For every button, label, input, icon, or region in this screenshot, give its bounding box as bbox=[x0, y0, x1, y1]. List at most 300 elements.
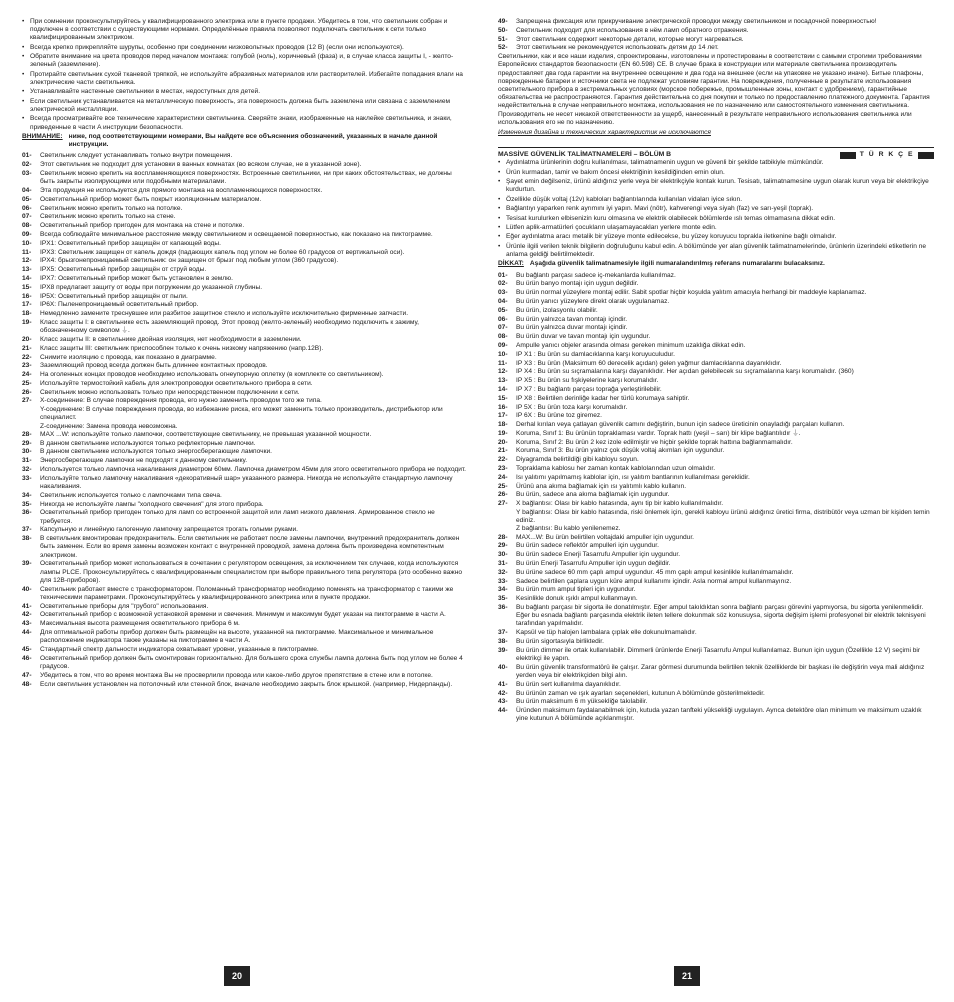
item-number: 03- bbox=[22, 169, 32, 177]
numbered-item bbox=[498, 280, 934, 288]
numbered-item bbox=[22, 448, 466, 456]
numbered-item bbox=[498, 491, 934, 499]
item-text: Никогда не используйте лампы "холодного свечения" для этого прибора. bbox=[40, 500, 264, 508]
item-number: 32- bbox=[498, 568, 508, 576]
numbered-item bbox=[22, 586, 466, 602]
bullet-item: • Ürün kurmadan, tamir ve bakım öncesi elektriğinin kesildiğinden emin olun. bbox=[498, 169, 934, 177]
numbered-item bbox=[22, 284, 466, 292]
numbered-item bbox=[22, 620, 466, 628]
item-text: Осветительный прибор пригоден для монтажа на стене и потолке. bbox=[40, 222, 245, 230]
item-text: Bu ürün sigortasıyla birliktedir. bbox=[516, 638, 604, 646]
numbered-item bbox=[498, 421, 934, 429]
numbered-item bbox=[22, 231, 466, 239]
numbered-item bbox=[498, 272, 934, 280]
numbered-item bbox=[22, 440, 466, 448]
item-number: 50- bbox=[498, 26, 508, 34]
numbered-item bbox=[498, 351, 934, 359]
numbered-item bbox=[498, 690, 934, 698]
right-page-column bbox=[498, 18, 934, 724]
bullet-item: • Протирайте светильник сухой тканевой тряпкой, не используйте абразивных материалов или растворителей. Избегайте попадания влаги на электрические части светильника. bbox=[22, 71, 466, 87]
numbered-item bbox=[22, 152, 466, 160]
item-text: Светильник используется только с лампочками типа свеча. bbox=[40, 491, 222, 499]
section-header bbox=[498, 147, 934, 159]
item-text: Bu ürün yalnızca duvar montajı içindir. bbox=[516, 324, 628, 332]
item-number: 06- bbox=[22, 204, 32, 212]
numbered-item bbox=[498, 560, 934, 568]
item-text: Diyagramda belirtildiği gibi kabloyu soyun. bbox=[516, 456, 639, 464]
item-text: В данном светильнике используются только энергосберегающие лампочки. bbox=[40, 448, 272, 456]
numbered-item bbox=[22, 301, 466, 309]
item-text: Bu ürün banyo montajı için uygun değildir. bbox=[516, 280, 639, 288]
item-number: 06- bbox=[498, 315, 508, 323]
item-text: Светильник следует устанавливать только внутри помещения. bbox=[40, 152, 233, 160]
item-number: 24- bbox=[498, 473, 508, 481]
item-number: 30- bbox=[498, 551, 508, 559]
item-number: 44- bbox=[22, 629, 32, 637]
item-number: 16- bbox=[22, 292, 32, 300]
item-number: 48- bbox=[22, 680, 32, 688]
numbered-item bbox=[498, 307, 934, 315]
item-text: IP X5 : Bu ürün su fışkiyelerine karşı korumalıdır. bbox=[516, 377, 659, 385]
item-number: 21- bbox=[498, 447, 508, 455]
item-number: 08- bbox=[22, 222, 32, 230]
numbered-item bbox=[22, 603, 466, 611]
numbered-item bbox=[498, 604, 934, 629]
page-number-right: 21 bbox=[674, 966, 700, 986]
item-text: Bu ürün maksimum 6 m yüksekliğe takılabilir. bbox=[516, 698, 648, 706]
item-number: 23- bbox=[498, 465, 508, 473]
item-number: 16- bbox=[498, 403, 508, 411]
item-text: Topraklama kablosu her zaman kontak kablolarından uzun olmalıdır. bbox=[516, 465, 716, 473]
item-text: IP X3 : Bu ürün (Maksimum 60 derecelik açıdan) gelen yağmur damlacıklarına dayanıklıdır. bbox=[516, 359, 782, 367]
numbered-item bbox=[498, 664, 934, 680]
item-text: X bağlantısı: Olası bir kablo hatasında, aynı tip bir kablo kullanılmalıdır. bbox=[516, 500, 724, 508]
item-number: 13- bbox=[22, 266, 32, 274]
left-bullet-list bbox=[22, 18, 466, 132]
item-subtext: Y-соединение: В случае повреждения провода, во избежание риска, его может заменить только производитель, дистрибьютор или специалист. bbox=[40, 406, 443, 422]
numbered-item bbox=[22, 492, 466, 500]
numbered-item bbox=[22, 681, 466, 689]
bullet-item: • Eğer aydınlatma aracı metalik bir yüzeye monte edilecekse, bu yüzey koruyucu toprakla iletkenine bağlı olmalıdır. bbox=[498, 233, 934, 241]
item-text: Isı yalıtımı yapılmamış kablolar için, ısı yalıtım bantlarının kullanılması gereklidir. bbox=[516, 473, 750, 481]
item-number: 38- bbox=[498, 638, 508, 646]
item-number: 17- bbox=[22, 301, 32, 309]
item-number: 52- bbox=[498, 44, 508, 52]
item-text: Koruma, Sınıf 2: Bu ürün 2 kez izole edilmiştir ve hiçbir şekilde toprak hattına bağlanmamalıdır. bbox=[516, 438, 793, 446]
bullet-item: • Устанавливайте настенные светильники в местах, недоступных для детей. bbox=[22, 88, 466, 96]
item-text: Koruma, Sınıf 3: Bu ürün yalnız çok düşük voltaj akımları için uygundur. bbox=[516, 447, 725, 455]
item-text: Bu bağlantı parçası sadece iç-mekanlarda kullanılmaz. bbox=[516, 271, 676, 279]
bullet-item: • Lütfen aplik-armatürleri çocukların ulaşamayacakları yerlere monte edin. bbox=[498, 224, 934, 232]
numbered-item bbox=[22, 293, 466, 301]
item-text: Энергосберегающие лампочки не подходят к данному светильнику. bbox=[40, 457, 248, 465]
numbered-item bbox=[22, 196, 466, 204]
item-number: 37- bbox=[498, 629, 508, 637]
numbered-item bbox=[498, 647, 934, 663]
item-number: 40- bbox=[22, 585, 32, 593]
item-text: Bu ürün sadece Enerji Tasarrufu Ampuller için uygundur. bbox=[516, 551, 681, 559]
item-number: 03- bbox=[498, 289, 508, 297]
numbered-item bbox=[498, 681, 934, 689]
item-number: 18- bbox=[498, 421, 508, 429]
item-number: 11- bbox=[498, 359, 508, 367]
item-number: 25- bbox=[22, 379, 32, 387]
item-text: IPX3: Светильник защищен от капель дождя (падающих капель под углом не более 60 градусов от вертикальной оси). bbox=[40, 248, 405, 256]
item-number: 05- bbox=[498, 306, 508, 314]
numbered-item bbox=[498, 569, 934, 577]
item-number: 10- bbox=[498, 350, 508, 358]
numbered-item bbox=[22, 310, 466, 318]
numbered-item bbox=[498, 360, 934, 368]
bullet-item: • Ürünle ilgili verilen teknik bilgilerin doğruluğunu kabul edin. A bölümünde yer alan güvenlik talimatnamelerinde, ürünlerin üzerindeki etiketlerin ne anlama geldiği belirtilmektedir. bbox=[498, 243, 934, 259]
bullet-item: • Всегда просматривайте все технические характеристики светильника. Сверяйте знаки, изображенные на наклейке светильника, и знаки, приведенные в части A инструкции безопасности. bbox=[22, 115, 466, 131]
item-text: Для оптимальной работы прибор должен быть размещён на высоте, указанной на пиктограмме. Максимальное и минимальное расположение индикатора также указаны на пиктограмме в части A. bbox=[40, 629, 434, 645]
item-text: Kapsül ve tüp halojen lambalara çıplak elle dokunulmamalıdır. bbox=[516, 629, 697, 637]
item-number: 36- bbox=[498, 604, 508, 612]
left-warning bbox=[22, 133, 466, 149]
item-number: 24- bbox=[22, 371, 32, 379]
item-text: Максимальная высота размещения осветительного прибора 6 м. bbox=[40, 620, 240, 628]
numbered-item bbox=[498, 404, 934, 412]
numbered-item bbox=[22, 187, 466, 195]
bullet-item: • Bağlantıyı yaparken renk ayrımını iyi yapın. Mavi (nötr), kahverengi veya siyah (faz) ve sarı-yeşil (toprak). bbox=[498, 205, 934, 213]
language-bar-left bbox=[840, 152, 856, 159]
numbered-item bbox=[498, 377, 934, 385]
item-number: 46- bbox=[22, 654, 32, 662]
item-number: 41- bbox=[498, 680, 508, 688]
item-text: Капсульную и линейную галогенную лампочку запрещается трогать голыми руками. bbox=[40, 526, 298, 534]
numbered-item bbox=[22, 319, 466, 335]
numbered-item bbox=[22, 336, 466, 344]
numbered-item bbox=[22, 275, 466, 283]
item-text: Светильник можно крепить на воспламеняющихся поверхностях. Встроенные светильники, ни при каких обстоятельствах, не должны быть закрыты изолирующими или подобными материалами. bbox=[40, 169, 452, 186]
numbered-item bbox=[498, 595, 934, 603]
item-number: 12- bbox=[498, 368, 508, 376]
item-subtext: Z-соединение: Замена провода невозможна. bbox=[40, 422, 178, 430]
numbered-item bbox=[22, 501, 466, 509]
right-warning bbox=[498, 260, 934, 268]
item-text: Bu ürün yanıcı yüzeylere direkt olarak uygulanamaz. bbox=[516, 297, 670, 305]
item-text: IP 6X : Bu ürüne toz giremez. bbox=[516, 412, 603, 420]
item-number: 41- bbox=[22, 602, 32, 610]
numbered-item bbox=[22, 526, 466, 534]
item-number: 18- bbox=[22, 310, 32, 318]
item-number: 34- bbox=[22, 491, 32, 499]
item-number: 26- bbox=[498, 491, 508, 499]
numbered-item bbox=[498, 551, 934, 559]
numbered-item bbox=[498, 27, 934, 35]
numbered-item bbox=[22, 535, 466, 560]
language-tag bbox=[840, 151, 934, 159]
numbered-item bbox=[498, 386, 934, 394]
item-text: X-соединение: В случае повреждения провода, его нужно заменить проводом того же типа. bbox=[40, 397, 322, 405]
numbered-item bbox=[498, 316, 934, 324]
item-text: MAX ...W: используйте только лампочки, соответствующие светильнику, не превышая указанной мощности. bbox=[40, 430, 372, 438]
item-text: IP 5X : Bu ürün toza karşı korumalıdır. bbox=[516, 403, 628, 411]
item-number: 28- bbox=[22, 430, 32, 438]
item-text: Bu ürüne sadece 60 mm çaplı ampul uygundur. 45 mm çaplı ampul kesinlikle kullanılmamalıdır. bbox=[516, 568, 794, 576]
item-text: Осветительный прибор с возможной установкой времени и свечения. Минимум и максимум будет указан на пиктограмме в части A. bbox=[40, 611, 446, 619]
right-numbered-list bbox=[498, 272, 934, 724]
bullet-item: • Если светильник устанавливается на металлическую поверхность, эта поверхность должна быть заземлена или связана с заземлением электрической инсталляции. bbox=[22, 98, 466, 114]
item-number: 42- bbox=[498, 689, 508, 697]
numbered-item bbox=[22, 466, 466, 474]
item-text: Bu ürün sadece reflektör ampulleri için uygundur. bbox=[516, 542, 659, 550]
item-number: 10- bbox=[22, 239, 32, 247]
section-title: MASSİVE GÜVENLİK TALİMATNAMELERİ – BÖLÜM B bbox=[498, 151, 672, 159]
item-text: Светильник работает вместе с трансформатором. Поломанный трансформатор необходимо поменять на трансформатор с такими же техническими параметрами. Проконсультируйтесь у квалифицированного электрика или в пункте продажи. bbox=[40, 585, 454, 601]
numbered-item bbox=[498, 298, 934, 306]
item-text: Koruma, Sınıf 1: Bu ürünün topraklaması vardır. Toprak hattı (yeşil – sarı) bir klipe bağlantılıdır ⏚. bbox=[516, 429, 801, 437]
item-text: Sadece belirtilen çaplara uygun küre ampul kullanımı içindir. Asla normal ampul kullanmayınız. bbox=[516, 577, 792, 585]
numbered-item bbox=[498, 638, 934, 646]
item-text: Осветительный прибор может быть покрыт изоляционным материалом. bbox=[40, 195, 262, 203]
numbered-item bbox=[22, 389, 466, 397]
item-number: 19- bbox=[22, 318, 32, 326]
bullet-item: • Tesisat kurulurken elbisenizin kuru olmasına ve elektrik olabilecek bölümlerde ıslı temas olmamasına dikkat edin. bbox=[498, 215, 934, 223]
numbered-item bbox=[22, 240, 466, 248]
bullet-item: • Обратите внимание на цвета проводов перед началом монтажа: голубой (ноль), коричневый (фаза) и, в случае класса защиты I, - желто-зеленый (заземление). bbox=[22, 53, 466, 69]
item-number: 02- bbox=[498, 280, 508, 288]
item-number: 15- bbox=[498, 394, 508, 402]
numbered-item bbox=[22, 362, 466, 370]
item-text: На оголенных концах проводов необходимо использовать огнеупорную оплетку (в комплекте со светильником). bbox=[40, 371, 384, 379]
item-number: 29- bbox=[498, 542, 508, 550]
item-number: 04- bbox=[498, 297, 508, 305]
numbered-item bbox=[498, 707, 934, 723]
numbered-item bbox=[22, 205, 466, 213]
guarantee-paragraph: Светильники, как и все наши изделия, спроектированы, изготовлены и протестированы в соответствии с самыми строгими требованиями Европейских стандартов безопасности (EN 60.598) CE. В случае брака в конструкции или материале светильника производитель предоставляет два года гарантии на внутреннее освещение и два года на внешнее (если на упаковке не указано иначе). Битые плафоны, поврежденные батареи и источники света не подлежат условиям гарантии. На повреждения, полученные в результате использования осветительного прибора в экстремальных условиях (морское побережье, промышленные зоны, контакт с удобрением), гарантийные обязательства не распространяются. Гарантия действительна со дня покупки и только по предоставлению платежного документа. Гарантия недействительна в случае неправильного монтажа, использования не по назначению или самостоятельного изменения светильника. Производитель не несет никакой ответственности за ущерб, нанесенный в результате неправильного использования светильника или использования его не по назначению. bbox=[498, 53, 930, 126]
item-number: 43- bbox=[498, 698, 508, 706]
bullet-item: • Aydınlatma ürünlerinin doğru kullanılması, talimatnamenin uygun ve güvenli bir şekilde tatbikiyle mümkündür. bbox=[498, 159, 934, 167]
bullet-item: • Özellikle düşük voltaj (12v) kabloları bağlantılarında kullanılan vidaları iyice sıkın. bbox=[498, 196, 934, 204]
item-text: В данном светильнике используются только рефлекторные лампочки. bbox=[40, 439, 256, 447]
item-text: Осветительный прибор должен быть смонтирован горизонтально. Для большего срока службы лампа должна быть под углом не более 4 градусов. bbox=[40, 654, 463, 671]
numbered-item bbox=[22, 560, 466, 585]
item-text: IPX7: Осветительный прибор может быть установлен в землю. bbox=[40, 274, 233, 282]
numbered-item bbox=[22, 475, 466, 491]
item-number: 08- bbox=[498, 333, 508, 341]
numbered-item bbox=[22, 257, 466, 265]
item-text: Немедленно замените треснувшее или разбитое защитное стекло и используйте исключительно фирменные запчасти. bbox=[40, 310, 409, 318]
item-number: 35- bbox=[498, 595, 508, 603]
item-text: Bu ürün mum ampul tipleri için uygundur. bbox=[516, 586, 636, 594]
numbered-item bbox=[498, 542, 934, 550]
item-text: IP X8 : Belirtilen derinliğe kadar her türlü korumaya sahiptir. bbox=[516, 394, 690, 402]
item-text: IPX8 предлагает защиту от воды при погружении до указанной глубины. bbox=[40, 283, 263, 291]
numbered-item bbox=[498, 395, 934, 403]
item-text: Светильник подходит для использования в нём ламп обратного отражения. bbox=[516, 26, 749, 34]
item-text: В светильник вмонтирован предохранитель. Если светильник не работает после замены лампочки, внутренний предохранитель должен быть заменен. Если во время замены возможен контакт с внутренней проводкой, замена должна быть произведена компетентным электриком. bbox=[40, 535, 460, 559]
numbered-item bbox=[498, 629, 934, 637]
item-text: Класс защиты III: светильник приспособлен только к очень низкому напряжению (напр.12В). bbox=[40, 344, 324, 352]
item-number: 23- bbox=[22, 362, 32, 370]
item-text: Заземляющий провод всегда должен быть длиннее контактных проводов. bbox=[40, 362, 268, 370]
item-number: 31- bbox=[498, 560, 508, 568]
item-number: 14- bbox=[498, 385, 508, 393]
item-number: 20- bbox=[498, 438, 508, 446]
item-text: Всегда соблюдайте минимальное расстояние между светильником и освещаемой поверхностью, как показано на пиктограмме. bbox=[40, 230, 433, 238]
numbered-item bbox=[22, 161, 466, 169]
numbered-item bbox=[22, 397, 466, 405]
numbered-item bbox=[498, 465, 934, 473]
item-number: 01- bbox=[22, 152, 32, 160]
item-subtext: Z bağlantısı: Bu kablo yenilenemez. bbox=[516, 525, 621, 533]
item-text: Bu ürün güvenlik transformatörü ile çalışır. Zarar görmesi durumunda belirtilen teknik özelliklerde bir başkası ile değiştirin veya mali aldığınız yerden veya bir elektrikçiden bilgi alın. bbox=[516, 663, 925, 680]
item-text: Этот светильник не подходит для установки в ванных комнатах (во всяком случае, не в указанной зоне). bbox=[40, 161, 362, 169]
item-number: 14- bbox=[22, 274, 32, 282]
item-number: 11- bbox=[22, 248, 32, 256]
item-number: 07- bbox=[498, 324, 508, 332]
item-text: IPX5: Осветительный прибор защищён от струй воды. bbox=[40, 266, 207, 274]
item-text: Bu ürün normal yüzeylere montaj edilir. Sabit spotlar hiçbir koşulda yalıtım amacıyla herhangi bir maddeyle kaplanamaz. bbox=[516, 289, 867, 297]
numbered-item bbox=[22, 646, 466, 654]
warning-text: Aşağıda güvenlik talimatnamesiyle ilgili numaralandırılmış referans numaralarını bulacaksınız. bbox=[529, 260, 825, 268]
item-text: Убедитесь в том, что во время монтажа Вы не просверлили провода или какое-либо другое препятствие в стене или в потолке. bbox=[40, 671, 433, 679]
language-label: T Ü R K Ç E bbox=[859, 151, 914, 159]
item-number: 28- bbox=[498, 533, 508, 541]
item-number: 20- bbox=[22, 335, 32, 343]
numbered-item bbox=[498, 698, 934, 706]
item-number: 34- bbox=[498, 586, 508, 594]
item-number: 37- bbox=[22, 526, 32, 534]
item-number: 04- bbox=[22, 186, 32, 194]
disclaimer-text: Изменения дизайна и технических характеристик не исключаются bbox=[498, 129, 711, 137]
numbered-item bbox=[22, 345, 466, 353]
item-number: 22- bbox=[22, 353, 32, 361]
numbered-item bbox=[22, 431, 466, 439]
item-text: Bu ürün yalnızca tavan montajı içindir. bbox=[516, 315, 628, 323]
item-text: Bu ürün sert kullanılma dayanıklıdır. bbox=[516, 680, 621, 688]
item-text: Üründen maksimum faydalanabilmek için, kutuda yazan tanfteki yüksekliği uygulayın. Ayrıca detektöre olan minimum ve maksimum uzaklık yine kutunun A bölümünde açıklanmıştır. bbox=[516, 707, 922, 723]
right-top-numbered-list bbox=[498, 18, 934, 53]
numbered-item bbox=[498, 36, 934, 44]
item-number: 36- bbox=[22, 509, 32, 517]
item-number: 26- bbox=[22, 388, 32, 396]
item-text: Осветительный прибор пригоден только для ламп со встроенной защитой или ламп низкого давления. Армированное стекло не требуется. bbox=[40, 509, 435, 525]
item-number: 27- bbox=[22, 397, 32, 405]
item-text: Светильник можно крепить только на стене. bbox=[40, 213, 176, 221]
item-text: Bu ürün duvar ve tavan montajı için uygundur. bbox=[516, 333, 651, 341]
item-number: 39- bbox=[22, 560, 32, 568]
item-number: 27- bbox=[498, 500, 508, 508]
item-number: 30- bbox=[22, 448, 32, 456]
warning-text: ниже, под соответствующими номерами, Вы найдете все объяснения обозначений, указанных в начале данной инструкции. bbox=[68, 132, 438, 149]
numbered-item bbox=[498, 586, 934, 594]
numbered-item bbox=[22, 672, 466, 680]
item-text: IP X7 : Bu bağlantı parçası toprağa yerleştirilebilir. bbox=[516, 385, 662, 393]
item-text: Ürünü ana akıma bağlamak için ısı yalıtımlı kablo kullanın. bbox=[516, 482, 687, 490]
numbered-item bbox=[498, 44, 934, 52]
warning-label: ВНИМАНИЕ: bbox=[22, 132, 63, 140]
item-number: 09- bbox=[22, 230, 32, 238]
numbered-item bbox=[498, 342, 934, 350]
item-number: 45- bbox=[22, 646, 32, 654]
numbered-item bbox=[22, 655, 466, 671]
numbered-item bbox=[498, 483, 934, 491]
item-text: IPX4: брызгонепроницаемый светильник: он защищен от брызг под любым углом (360 градусов). bbox=[40, 257, 339, 265]
numbered-item bbox=[498, 474, 934, 482]
item-number: 35- bbox=[22, 500, 32, 508]
numbered-item bbox=[498, 534, 934, 542]
numbered-item bbox=[22, 170, 466, 186]
item-text: MAX...W: Bu ürün belirtilen voltajdaki ampuller için uygundur. bbox=[516, 533, 694, 541]
bullet-item: • Şayet emin değilseniz, ürünü aldığınız yerle veya bir elektrikçiyle kontak kurun. Tesisatı, talimatnamesine uygun olarak kurun veya bir elektrikçiye kurdurtun. bbox=[498, 178, 934, 194]
item-number: 17- bbox=[498, 412, 508, 420]
item-text: Класс защиты I: в светильнике есть заземляющий провод. Этот провод (желто-зеленый) необходимо подключить к зажиму, обозначенному символом ⏚. bbox=[40, 318, 419, 335]
numbered-item bbox=[498, 578, 934, 586]
left-page-column bbox=[22, 18, 466, 689]
numbered-item bbox=[22, 266, 466, 274]
item-text: Ampulle yanıcı objeler arasında olması gereken minimum uzaklığa dikkat edin. bbox=[516, 341, 746, 349]
item-text: IP X4 : Bu ürün su sıçramalarına karşı dayanıklıdır. Her açıdan gelebilecek su sıçramalarına karşı korumalıdır. (360) bbox=[516, 368, 854, 376]
numbered-item bbox=[498, 439, 934, 447]
numbered-item bbox=[22, 249, 466, 257]
item-number: 32- bbox=[22, 466, 32, 474]
item-number: 49- bbox=[498, 18, 508, 25]
item-number: 51- bbox=[498, 35, 508, 43]
item-text: Осветительный прибор может использоваться в сочетании с регулятором освещения, за исключением тех случаев, когда используются лампы PLCE. Проконсультируйтесь с квалифицированным специалистом при выборе правильного типа регулятора (это особенно важно для 12В-приборов). bbox=[40, 560, 463, 584]
item-number: 01- bbox=[498, 271, 508, 279]
numbered-item bbox=[498, 324, 934, 332]
numbered-item bbox=[22, 509, 466, 525]
item-subtext: Y bağlantısı: Olası bir kablo hatasında, riski önlemek için, gerekli kabloyu ürünü aldığınız üretici firma, distribütör veya uzman bir kişiden temin ediniz. bbox=[516, 509, 930, 525]
item-text: IP6X: Пыленепроницаемый осветительный прибор. bbox=[40, 301, 199, 309]
item-number: 09- bbox=[498, 341, 508, 349]
item-text: Используйте только лампочку накаливания «декоративный шар» указанного размера. Никогда не используйте стандартную лампочку накаливания. bbox=[40, 474, 453, 491]
item-number: 47- bbox=[22, 671, 32, 679]
item-text: Kesinlikle donuk ışıklı ampul kullanmayın. bbox=[516, 595, 638, 603]
numbered-item bbox=[22, 629, 466, 645]
item-text: Запрещена фиксация или прикручивание электрической проводки между светильником и посадочной поверхностью! bbox=[516, 18, 877, 25]
numbered-item bbox=[498, 500, 934, 508]
bullet-item: • При сомнении проконсультируйтесь у квалифицированного электрика или в пункте продажи. Убедитесь в том, что светильник собран и подключен в соответствии с существующими нормами. Определённые правила позволяют подключать светильник к сети только квалифицированным электриком. bbox=[22, 18, 466, 43]
item-text: Bu ürünün zaman ve ışık ayarları seçenekleri, kutunun A bölümünde gösterilmektedir. bbox=[516, 689, 765, 697]
item-number: 13- bbox=[498, 377, 508, 385]
item-number: 31- bbox=[22, 457, 32, 465]
item-text: Класс защиты II: в светильнике двойная изоляция, нет необходимости в заземлении. bbox=[40, 335, 302, 343]
item-number: 38- bbox=[22, 535, 32, 543]
item-number: 12- bbox=[22, 257, 32, 265]
warning-label: DİKKAT: bbox=[498, 260, 524, 268]
item-text: Этот светильник не рекомендуется использовать детям до 14 лет. bbox=[516, 44, 719, 52]
numbered-item bbox=[22, 371, 466, 379]
numbered-item bbox=[22, 222, 466, 230]
numbered-item bbox=[498, 368, 934, 376]
language-bar-right bbox=[918, 152, 934, 159]
item-number: 42- bbox=[22, 611, 32, 619]
item-text: Если светильник установлен на потолочный или стенной блок, вначале необходимо закрыть блок крышкой. (например, Нидерланды). bbox=[40, 680, 453, 688]
numbered-item bbox=[498, 412, 934, 420]
item-text: Используется только лампочка накаливания диаметром 60мм. Лампочка диаметром 45мм для этого осветительного прибора не подходит. bbox=[40, 466, 467, 474]
item-text: Осветительные приборы для "грубого" использования. bbox=[40, 602, 209, 610]
numbered-item bbox=[22, 457, 466, 465]
item-text: Bu ürün Enerji Tasarrufu Ampuller için uygun değildir. bbox=[516, 560, 671, 568]
numbered-item bbox=[22, 380, 466, 388]
item-text: Снимите изоляцию с провода, как показано в диаграмме. bbox=[40, 353, 217, 361]
left-numbered-list bbox=[22, 152, 466, 689]
numbered-item bbox=[498, 430, 934, 438]
numbered-item bbox=[498, 289, 934, 297]
numbered-item bbox=[22, 354, 466, 362]
item-number: 43- bbox=[22, 620, 32, 628]
item-text: Bu bağlantı parçası bir sigorta ile donatılmıştır. Eğer ampul takıldıktan sonra bağlantı parçası görevini yapmıyorsa, bu sigorta yenilenmelidir. Eğer bu esnada bağlantı parçasında elektrik ileten tellere dokunmak söz konusuysa, sigorta değişim işlemi profesyonel bir elektrik teknisyeni tarafından yapılmalıdır. bbox=[516, 604, 926, 628]
item-number: 05- bbox=[22, 195, 32, 203]
item-text: Эта продукция не используется для прямого монтажа на воспламеняющихся поверхностях. bbox=[40, 186, 323, 194]
numbered-item bbox=[498, 456, 934, 464]
item-text: Светильник можно использовать только при непосредственном подключении к сети. bbox=[40, 388, 300, 396]
right-bullet-list bbox=[498, 159, 934, 259]
